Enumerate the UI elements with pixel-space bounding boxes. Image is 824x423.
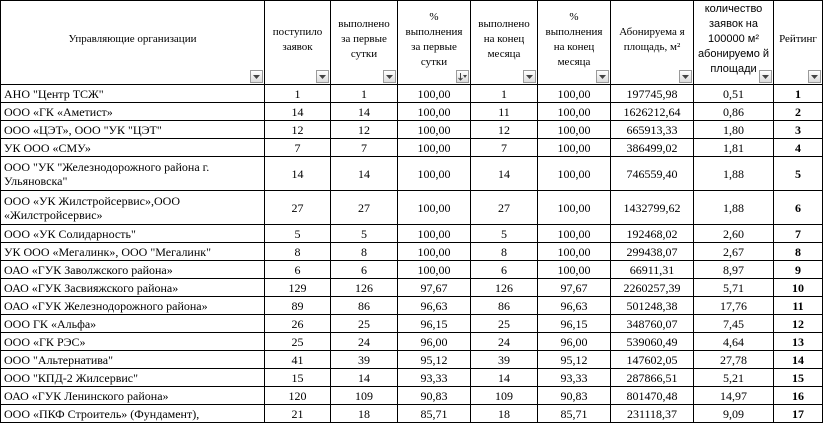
- cell-org[interactable]: ОАО «ГУК Засвияжского района»: [1, 279, 265, 297]
- cell-received[interactable]: 5: [265, 225, 331, 243]
- cell-org[interactable]: УК ООО «Мегалинк», ООО "Мегалинк": [1, 243, 265, 261]
- cell-month-end[interactable]: 109: [471, 387, 538, 405]
- cell-first-day-pct[interactable]: 85,71: [398, 405, 471, 423]
- cell-org[interactable]: ООО «ЦЭТ», ООО "УК "ЦЭТ": [1, 121, 265, 139]
- header-per-100k-label: количество заявок на 100000 м² абонируемо й площади: [697, 3, 770, 75]
- cell-first-day[interactable]: 14: [331, 103, 398, 121]
- cell-month-end[interactable]: 7: [471, 139, 538, 157]
- cell-received[interactable]: 7: [265, 139, 331, 157]
- cell-rank[interactable]: 16: [774, 387, 823, 405]
- table-row: [1, 315, 823, 333]
- cell-per-100k[interactable]: 2,60: [694, 225, 774, 243]
- cell-month-end-pct[interactable]: 96,63: [538, 297, 611, 315]
- table-row: [1, 157, 823, 191]
- cell-received[interactable]: 129: [265, 279, 331, 297]
- cell-rank[interactable]: 7: [774, 225, 823, 243]
- cell-received[interactable]: 89: [265, 297, 331, 315]
- cell-month-end[interactable]: 24: [471, 333, 538, 351]
- cell-first-day[interactable]: 12: [331, 121, 398, 139]
- cell-first-day-pct[interactable]: 97,67: [398, 279, 471, 297]
- filter-dropdown-icon[interactable]: [759, 70, 772, 83]
- cell-first-day-pct[interactable]: 96,00: [398, 333, 471, 351]
- cell-rank[interactable]: 3: [774, 121, 823, 139]
- cell-org[interactable]: ООО «УК Жилстройсервис»,ООО «Жилстройсервис»: [1, 191, 265, 225]
- header-received-label: поступило заявок: [272, 25, 323, 53]
- table-row: [1, 333, 823, 351]
- cell-month-end[interactable]: 12: [471, 121, 538, 139]
- cell-month-end-pct[interactable]: 93,33: [538, 369, 611, 387]
- header-month-end-pct-label: % выполнения на конец месяца: [545, 10, 603, 68]
- cell-per-100k[interactable]: 5,21: [694, 369, 774, 387]
- header-month-end: [471, 1, 538, 85]
- cell-per-100k[interactable]: 1,88: [694, 157, 774, 191]
- cell-first-day[interactable]: 86: [331, 297, 398, 315]
- cell-per-100k[interactable]: 1,80: [694, 121, 774, 139]
- cell-org[interactable]: ООО ГК «Альфа»: [1, 315, 265, 333]
- header-month-end-pct: [538, 1, 611, 85]
- cell-month-end[interactable]: 8: [471, 243, 538, 261]
- cell-received[interactable]: 1: [265, 85, 331, 103]
- cell-rank[interactable]: 10: [774, 279, 823, 297]
- cell-rank[interactable]: 14: [774, 351, 823, 369]
- cell-month-end-pct[interactable]: 100,00: [538, 121, 611, 139]
- table-row: [1, 279, 823, 297]
- cell-received[interactable]: 21: [265, 405, 331, 423]
- cell-month-end[interactable]: 126: [471, 279, 538, 297]
- cell-org[interactable]: ООО «ГК РЭС»: [1, 333, 265, 351]
- cell-per-100k[interactable]: 9,09: [694, 405, 774, 423]
- cell-area[interactable]: 192468,02: [611, 225, 694, 243]
- cell-first-day[interactable]: 24: [331, 333, 398, 351]
- cell-rank[interactable]: 15: [774, 369, 823, 387]
- cell-per-100k[interactable]: 1,88: [694, 191, 774, 225]
- cell-first-day[interactable]: 39: [331, 351, 398, 369]
- cell-per-100k[interactable]: 8,97: [694, 261, 774, 279]
- table-row: [1, 139, 823, 157]
- cell-month-end[interactable]: 27: [471, 191, 538, 225]
- cell-received[interactable]: 26: [265, 315, 331, 333]
- cell-rank[interactable]: 11: [774, 297, 823, 315]
- cell-org[interactable]: ОАО «ГУК Железнодорожного района»: [1, 297, 265, 315]
- cell-first-day-pct[interactable]: 96,63: [398, 297, 471, 315]
- table-row: [1, 243, 823, 261]
- cell-received[interactable]: 12: [265, 121, 331, 139]
- cell-first-day-pct[interactable]: 100,00: [398, 121, 471, 139]
- cell-month-end[interactable]: 14: [471, 369, 538, 387]
- cell-first-day-pct[interactable]: 100,00: [398, 85, 471, 103]
- header-first-day-label: выполнено за первые сутки: [338, 18, 390, 60]
- header-rank-label: Рейтинг: [779, 33, 817, 45]
- cell-first-day[interactable]: 14: [331, 157, 398, 191]
- filter-dropdown-icon[interactable]: [316, 70, 329, 83]
- cell-first-day[interactable]: 1: [331, 85, 398, 103]
- cell-area[interactable]: 746559,40: [611, 157, 694, 191]
- cell-area[interactable]: 231118,37: [611, 405, 694, 423]
- cell-per-100k[interactable]: 0,51: [694, 85, 774, 103]
- cell-received[interactable]: 15: [265, 369, 331, 387]
- table-row: [1, 85, 823, 103]
- cell-first-day[interactable]: 109: [331, 387, 398, 405]
- cell-first-day-pct[interactable]: 100,00: [398, 139, 471, 157]
- cell-received[interactable]: 41: [265, 351, 331, 369]
- cell-month-end[interactable]: 14: [471, 157, 538, 191]
- table-row: [1, 369, 823, 387]
- header-first-day: [331, 1, 398, 85]
- cell-per-100k[interactable]: 1,81: [694, 139, 774, 157]
- cell-first-day[interactable]: 8: [331, 243, 398, 261]
- table-row: [1, 261, 823, 279]
- cell-month-end[interactable]: 25: [471, 315, 538, 333]
- cell-org[interactable]: ООО "КПД-2 Жилсервис": [1, 369, 265, 387]
- cell-first-day-pct[interactable]: 100,00: [398, 261, 471, 279]
- filter-dropdown-icon[interactable]: [808, 70, 821, 83]
- cell-first-day[interactable]: 18: [331, 405, 398, 423]
- cell-rank[interactable]: 12: [774, 315, 823, 333]
- cell-area[interactable]: 539060,49: [611, 333, 694, 351]
- cell-received[interactable]: 14: [265, 103, 331, 121]
- cell-month-end-pct[interactable]: 100,00: [538, 157, 611, 191]
- cell-area[interactable]: 801470,48: [611, 387, 694, 405]
- sort-ascending-filter-icon[interactable]: [456, 70, 469, 83]
- cell-received[interactable]: 14: [265, 157, 331, 191]
- cell-first-day[interactable]: 14: [331, 369, 398, 387]
- cell-first-day-pct[interactable]: 93,33: [398, 369, 471, 387]
- cell-month-end-pct[interactable]: 100,00: [538, 139, 611, 157]
- cell-month-end-pct[interactable]: 100,00: [538, 261, 611, 279]
- cell-received[interactable]: 8: [265, 243, 331, 261]
- cell-month-end[interactable]: 11: [471, 103, 538, 121]
- table-row: [1, 103, 823, 121]
- cell-per-100k[interactable]: 5,71: [694, 279, 774, 297]
- header-first-day-pct: [398, 1, 471, 85]
- header-org-label: Управляющие организации: [68, 33, 197, 45]
- cell-first-day-pct[interactable]: 100,00: [398, 243, 471, 261]
- cell-org[interactable]: УК ООО «СМУ»: [1, 139, 265, 157]
- cell-org[interactable]: ООО "УК "Железнодорожного района г. Ульяновска": [1, 157, 265, 191]
- header-org: [1, 1, 265, 85]
- header-received: [265, 1, 331, 85]
- cell-area[interactable]: 348760,07: [611, 315, 694, 333]
- cell-month-end-pct[interactable]: 100,00: [538, 103, 611, 121]
- cell-rank[interactable]: 8: [774, 243, 823, 261]
- cell-month-end[interactable]: 18: [471, 405, 538, 423]
- cell-month-end-pct[interactable]: 85,71: [538, 405, 611, 423]
- table-row: [1, 191, 823, 225]
- cell-area[interactable]: 197745,98: [611, 85, 694, 103]
- cell-rank[interactable]: 2: [774, 103, 823, 121]
- cell-area[interactable]: 665913,33: [611, 121, 694, 139]
- cell-org[interactable]: АНО "Центр ТСЖ": [1, 85, 265, 103]
- cell-area[interactable]: 287866,51: [611, 369, 694, 387]
- cell-rank[interactable]: 17: [774, 405, 823, 423]
- cell-area[interactable]: 299438,07: [611, 243, 694, 261]
- cell-area[interactable]: 66911,31: [611, 261, 694, 279]
- filter-dropdown-icon[interactable]: [596, 70, 609, 83]
- cell-month-end-pct[interactable]: 90,83: [538, 387, 611, 405]
- cell-first-day-pct[interactable]: 100,00: [398, 103, 471, 121]
- cell-first-day[interactable]: 6: [331, 261, 398, 279]
- cell-month-end-pct[interactable]: 96,00: [538, 333, 611, 351]
- cell-first-day[interactable]: 25: [331, 315, 398, 333]
- cell-area[interactable]: 147602,05: [611, 351, 694, 369]
- cell-received[interactable]: 25: [265, 333, 331, 351]
- cell-area[interactable]: 1432799,62: [611, 191, 694, 225]
- cell-first-day-pct[interactable]: 95,12: [398, 351, 471, 369]
- cell-per-100k[interactable]: 2,67: [694, 243, 774, 261]
- filter-dropdown-icon[interactable]: [523, 70, 536, 83]
- header-month-end-label: выполнено на конец месяца: [478, 18, 530, 60]
- cell-area[interactable]: 2260257,39: [611, 279, 694, 297]
- cell-month-end-pct[interactable]: 100,00: [538, 243, 611, 261]
- header-area: [611, 1, 694, 85]
- cell-org[interactable]: ОАО «ГУК Ленинского района»: [1, 387, 265, 405]
- table-row: [1, 387, 823, 405]
- cell-first-day[interactable]: 126: [331, 279, 398, 297]
- cell-per-100k[interactable]: 17,76: [694, 297, 774, 315]
- header-per-100k: [694, 1, 774, 85]
- cell-org[interactable]: ОАО «ГУК Заволжского района»: [1, 261, 265, 279]
- table-row: [1, 297, 823, 315]
- cell-per-100k[interactable]: 4,64: [694, 333, 774, 351]
- cell-first-day-pct[interactable]: 90,83: [398, 387, 471, 405]
- cell-per-100k[interactable]: 7,45: [694, 315, 774, 333]
- cell-rank[interactable]: 5: [774, 157, 823, 191]
- cell-area[interactable]: 386499,02: [611, 139, 694, 157]
- cell-month-end[interactable]: 1: [471, 85, 538, 103]
- table-row: [1, 225, 823, 243]
- cell-first-day[interactable]: 5: [331, 225, 398, 243]
- cell-per-100k[interactable]: 27,78: [694, 351, 774, 369]
- cell-month-end[interactable]: 39: [471, 351, 538, 369]
- cell-month-end-pct[interactable]: 96,15: [538, 315, 611, 333]
- cell-first-day[interactable]: 27: [331, 191, 398, 225]
- cell-month-end-pct[interactable]: 100,00: [538, 191, 611, 225]
- cell-month-end[interactable]: 5: [471, 225, 538, 243]
- cell-month-end-pct[interactable]: 100,00: [538, 85, 611, 103]
- cell-first-day-pct[interactable]: 100,00: [398, 157, 471, 191]
- cell-first-day[interactable]: 7: [331, 139, 398, 157]
- filter-dropdown-icon[interactable]: [679, 70, 692, 83]
- cell-per-100k[interactable]: 14,97: [694, 387, 774, 405]
- cell-first-day-pct[interactable]: 100,00: [398, 225, 471, 243]
- cell-org[interactable]: ООО "Альтернатива": [1, 351, 265, 369]
- table-row: [1, 351, 823, 369]
- cell-month-end-pct[interactable]: 95,12: [538, 351, 611, 369]
- header-first-day-pct-label: % выполнения за первые сутки: [405, 10, 463, 68]
- table-row: [1, 121, 823, 139]
- cell-area[interactable]: 501248,38: [611, 297, 694, 315]
- cell-org[interactable]: ООО «УК Солидарность": [1, 225, 265, 243]
- cell-per-100k[interactable]: 0,86: [694, 103, 774, 121]
- cell-org[interactable]: ООО «ГК «Аметист»: [1, 103, 265, 121]
- cell-received[interactable]: 27: [265, 191, 331, 225]
- header-row: [1, 1, 823, 85]
- filter-dropdown-icon[interactable]: [383, 70, 396, 83]
- header-area-label: Абонируема я площадь, м²: [619, 25, 685, 53]
- cell-month-end[interactable]: 86: [471, 297, 538, 315]
- cell-month-end[interactable]: 6: [471, 261, 538, 279]
- header-rank: [774, 1, 823, 85]
- cell-org[interactable]: ООО «ПКФ Строитель» (Фундамент),: [1, 405, 265, 423]
- cell-received[interactable]: 6: [265, 261, 331, 279]
- cell-month-end-pct[interactable]: 100,00: [538, 225, 611, 243]
- cell-area[interactable]: 1626212,64: [611, 103, 694, 121]
- cell-rank[interactable]: 6: [774, 191, 823, 225]
- cell-rank[interactable]: 4: [774, 139, 823, 157]
- cell-rank[interactable]: 1: [774, 85, 823, 103]
- cell-rank[interactable]: 13: [774, 333, 823, 351]
- cell-month-end-pct[interactable]: 97,67: [538, 279, 611, 297]
- cell-first-day-pct[interactable]: 96,15: [398, 315, 471, 333]
- filter-dropdown-icon[interactable]: [250, 70, 263, 83]
- cell-first-day-pct[interactable]: 100,00: [398, 191, 471, 225]
- cell-rank[interactable]: 9: [774, 261, 823, 279]
- cell-received[interactable]: 120: [265, 387, 331, 405]
